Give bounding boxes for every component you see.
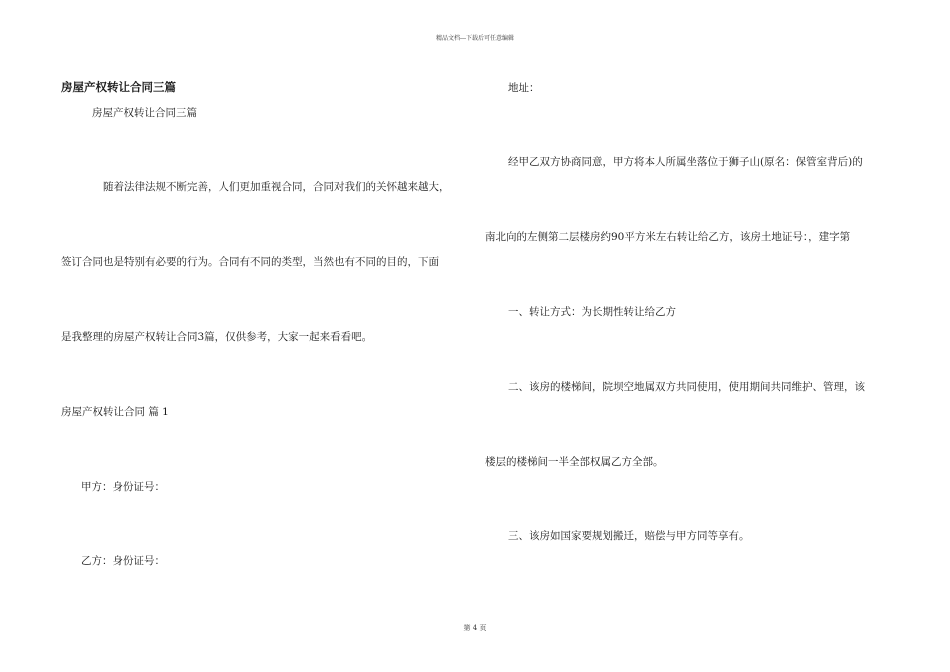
address-line: 地址： [508,82,540,94]
page-number: 第 4 页 [463,624,487,632]
section-heading: 房屋产权转让合同 篇 1 [61,406,169,418]
clause-2-line-2: 楼层的楼梯间一半全部权属乙方全部。 [485,456,664,468]
intro-line-1: 随着法律法规不断完善，人们更加重视合同，合同对我们的关怀越来越大， [103,181,450,193]
clause-2-line-1: 二、该房的楼梯间，院坝空地属双方共同使用，使用期间共同维护、管理，该 [508,381,865,393]
intro-line-2: 签订合同也是特别有必要的行为。合同有不同的类型，当然也有不同的目的，下面 [61,256,439,268]
page-header: 精品文档---下载后可任意编辑 [435,35,515,42]
document-title: 房屋产权转让合同三篇 [61,80,176,94]
clause-3: 三、该房如国家要规划搬迁，赔偿与甲方同等享有。 [508,530,750,542]
party-b-line: 乙方：身份证号： [81,555,165,567]
intro-line-3: 是我整理的房屋产权转让合同3篇，仅供参考，大家一起来看看吧。 [61,331,373,343]
paragraph-1-line-1: 经甲乙双方协商同意，甲方将本人所属坐落位于狮子山(原名：保管室背后)的 [508,156,863,168]
party-a-line: 甲方：身份证号： [81,481,165,493]
paragraph-1-line-2: 南北向的左侧第二层楼房约90平方米左右转让给乙方，该房土地证号：，建字第 [485,231,851,243]
clause-1: 一、转让方式：为长期性转让给乙方 [508,306,676,318]
document-subtitle: 房屋产权转让合同三篇 [92,107,197,119]
